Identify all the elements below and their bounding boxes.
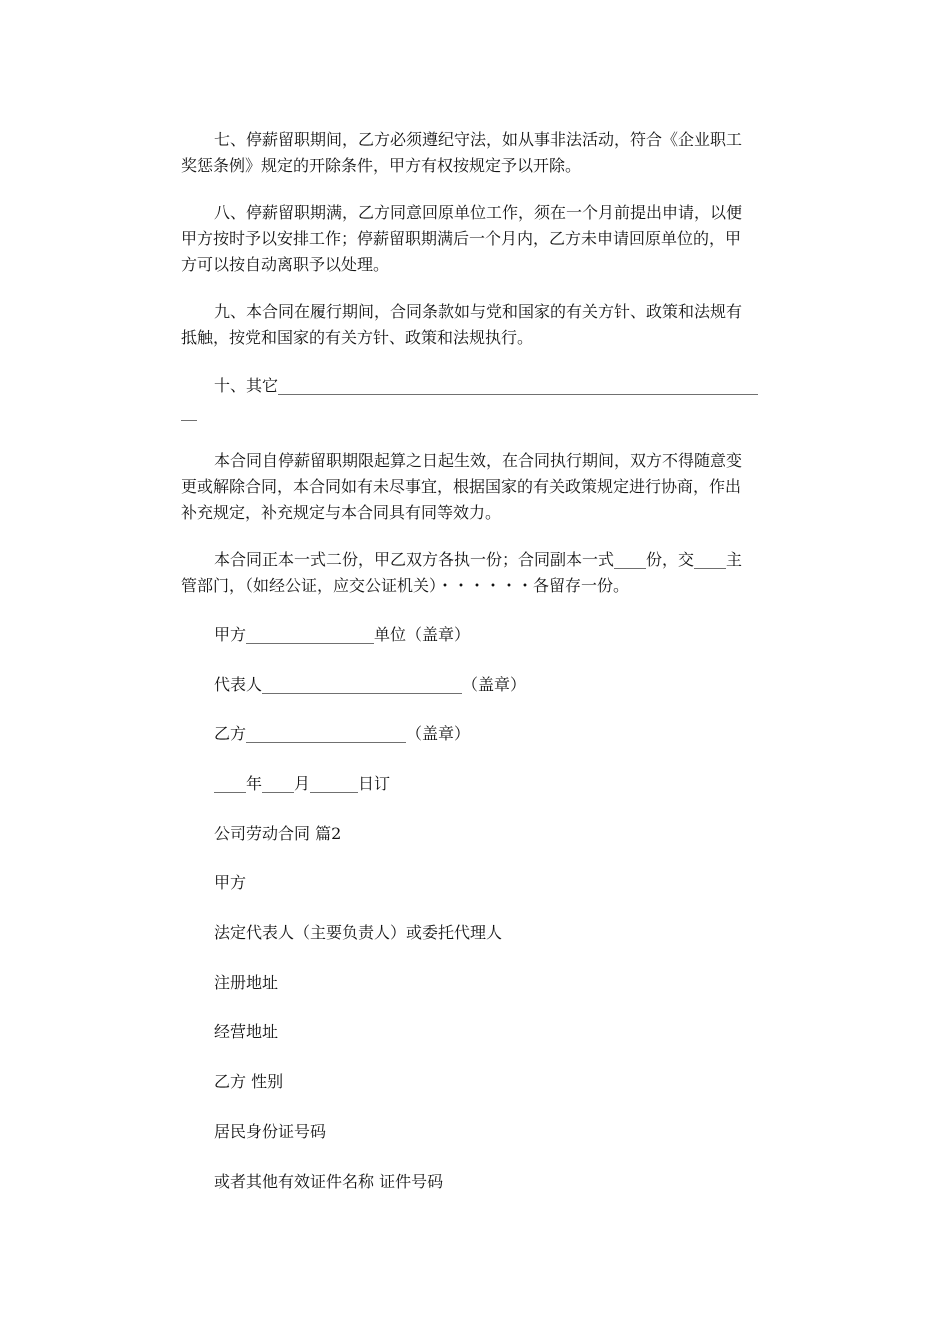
clause-7 [181, 127, 781, 179]
field-other-id [181, 1169, 781, 1195]
signature-party-a [181, 622, 781, 648]
signature-representative-text: 代表人_________________________（盖章） [214, 675, 527, 694]
signature-party-a-text: 甲方________________单位（盖章） [214, 625, 471, 644]
clause-8-line-2: 甲方按时予以安排工作；停薪留职期满后一个月内，乙方未申请回原单位的，甲 [181, 229, 742, 248]
clause-8-line-3: 方可以按自动离职予以处理。 [181, 255, 390, 274]
clause-10 [181, 373, 781, 425]
copies-clause-line-1: 本合同正本一式二份，甲乙双方各执一份；合同副本一式____份，交____主 [214, 550, 743, 569]
clause-9-line-2: 抵触，按党和国家的有关方针、政策和法规执行。 [181, 328, 534, 347]
field-id-number-label: 居民身份证号码 [214, 1122, 327, 1141]
field-party-a [181, 870, 781, 896]
signature-party-b-text: 乙方____________________（盖章） [214, 724, 471, 743]
effect-clause-line-2: 更或解除合同，本合同如有未尽事宜，根据国家的有关政策规定进行协商，作出 [181, 477, 742, 496]
field-party-a-label: 甲方 [214, 873, 247, 892]
field-business-address [181, 1019, 781, 1045]
clause-10-line-1: 十、其它____________________________________________________________ [214, 376, 759, 395]
effect-clause-line-3: 补充规定，补充规定与本合同具有同等效力。 [181, 503, 502, 522]
effect-clause-line-1: 本合同自停薪留职期限起算之日起生效，在合同执行期间，双方不得随意变 [214, 451, 743, 470]
field-party-b-gender [181, 1069, 781, 1095]
field-id-number [181, 1119, 781, 1145]
copies-clause [181, 547, 781, 599]
field-party-b-gender-label: 乙方 性别 [214, 1072, 284, 1091]
clause-10-line-2: __ [181, 402, 197, 421]
copies-clause-line-2: 管部门，（如经公证，应交公证机关）・・・・・・各留存一份。 [181, 576, 630, 595]
clause-8-line-1: 八、停薪留职期满，乙方同意回原单位工作，须在一个月前提出申请，以便 [214, 203, 743, 222]
clause-7-line-2: 奖惩条例》规定的开除条件，甲方有权按规定予以开除。 [181, 156, 582, 175]
field-other-id-label: 或者其他有效证件名称 证件号码 [214, 1172, 444, 1191]
clause-8 [181, 200, 781, 278]
signature-date-text: ____年____月______日订 [214, 774, 391, 793]
field-registered-address-label: 注册地址 [214, 973, 279, 992]
field-business-address-label: 经营地址 [214, 1022, 279, 1041]
clause-9 [181, 299, 781, 351]
effect-clause [181, 448, 781, 526]
field-legal-representative-label: 法定代表人（主要负责人）或委托代理人 [214, 923, 503, 942]
section-2-heading [181, 821, 781, 847]
signature-party-b [181, 721, 781, 747]
signature-date [181, 771, 781, 797]
field-registered-address [181, 970, 781, 996]
field-legal-representative [181, 920, 781, 946]
clause-9-line-1: 九、本合同在履行期间，合同条款如与党和国家的有关方针、政策和法规有 [214, 302, 743, 321]
clause-7-line-1: 七、停薪留职期间，乙方必须遵纪守法，如从事非法活动，符合《企业职工 [214, 130, 743, 149]
signature-representative [181, 672, 781, 698]
section-2-heading-text: 公司劳动合同 篇2 [214, 824, 342, 843]
